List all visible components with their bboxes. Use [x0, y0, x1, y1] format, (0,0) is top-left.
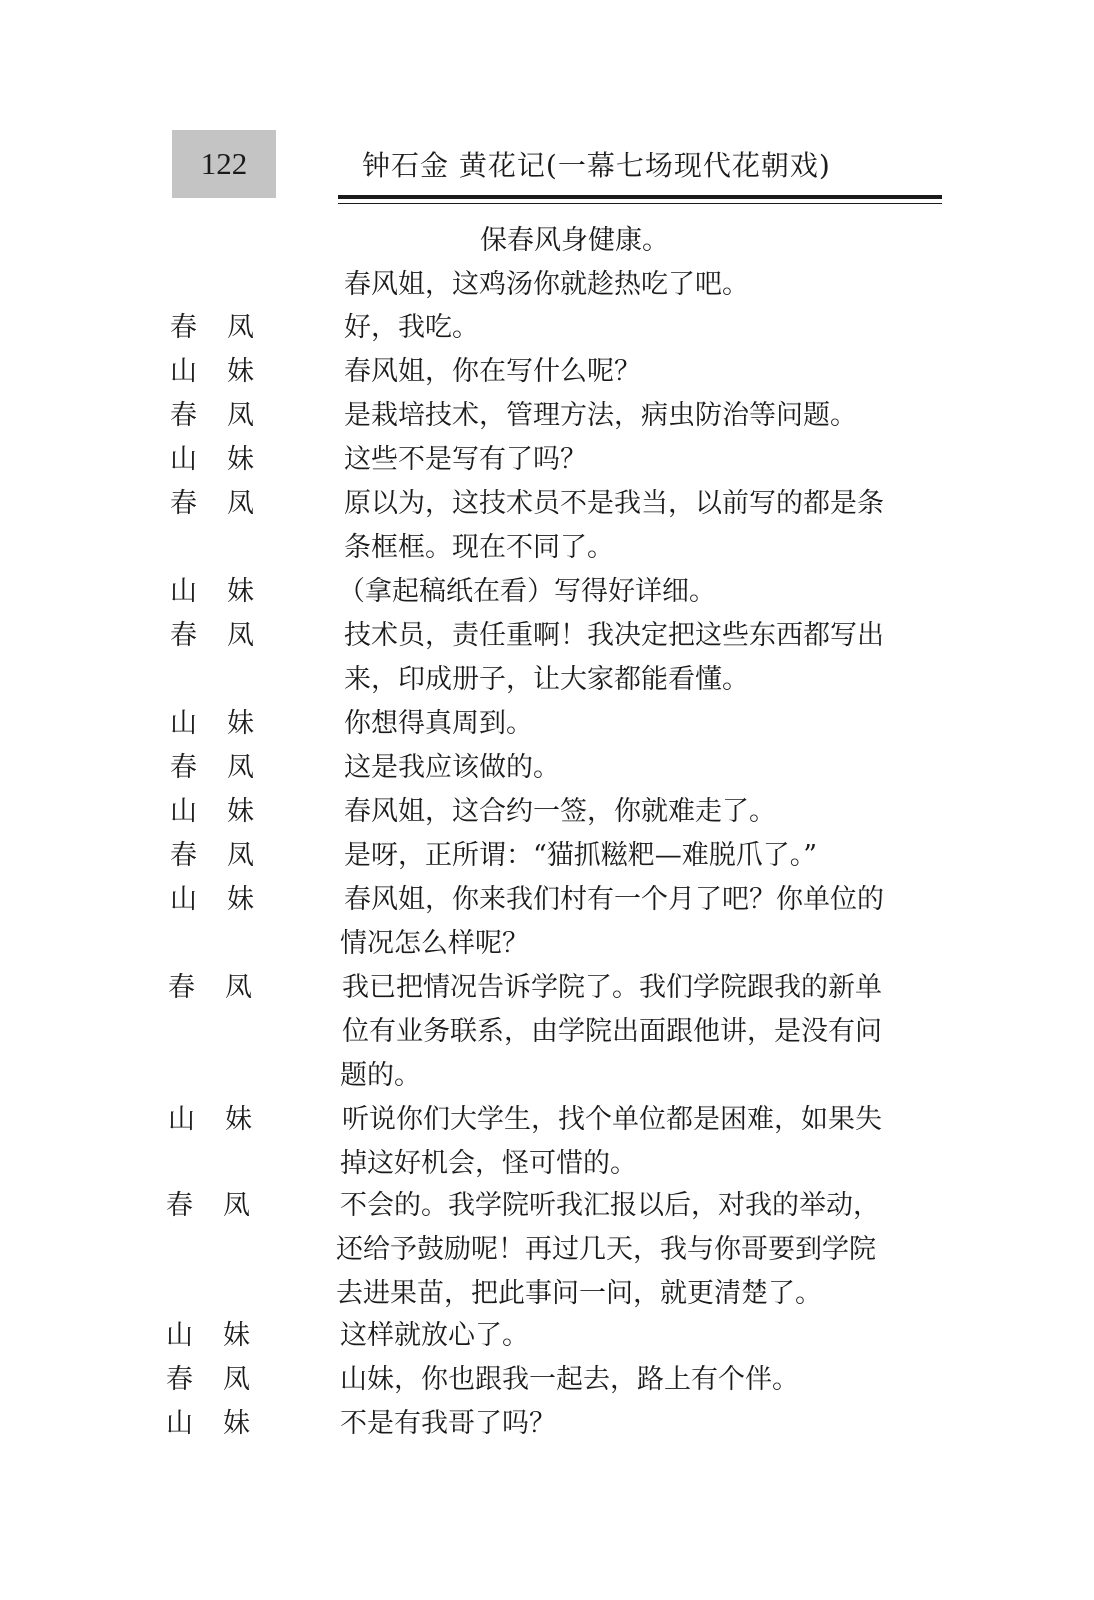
- speaker-name: 春凤: [168, 972, 282, 1003]
- dialogue-text: 原以为，这技术员不是我当，以前写的都是条: [344, 488, 884, 519]
- dialogue-text: 我已把情况告诉学院了。我们学院跟我的新单: [342, 972, 882, 1003]
- speaker-name: 山妹: [170, 708, 284, 739]
- speaker-name: 春凤: [170, 840, 284, 871]
- dialogue-text: 情况怎么样呢？: [340, 928, 529, 959]
- dialogue-text: 题的。: [340, 1060, 421, 1091]
- dialogue-text: 山妹，你也跟我一起去，路上有个伴。: [340, 1364, 799, 1395]
- dialogue-text: 不是有我哥了吗？: [340, 1408, 556, 1439]
- dialogue-text: 位有业务联系，由学院出面跟他讲，是没有问: [342, 1016, 882, 1047]
- running-title: 钟石金 黄花记(一幕七场现代花朝戏): [362, 149, 831, 182]
- speaker-name: 春凤: [170, 752, 284, 783]
- dialogue-text: 不会的。我学院听我汇报以后，对我的举动，: [340, 1190, 880, 1221]
- speaker-name: 春凤: [166, 1364, 280, 1395]
- speaker-name: 春凤: [170, 312, 284, 343]
- dialogue-text: （拿起稿纸在看）写得好详细。: [338, 576, 716, 607]
- dialogue-text: 去进果苗，把此事问一问，就更清楚了。: [336, 1278, 822, 1309]
- speaker-name: 山妹: [170, 444, 284, 475]
- dialogue-text: 这是我应该做的。: [344, 752, 560, 783]
- speaker-name: 山妹: [170, 576, 284, 607]
- dialogue-text: 保春风身健康。: [480, 225, 669, 256]
- dialogue-text: 掉这好机会，怪可惜的。: [340, 1148, 637, 1179]
- dialogue-text: 是呀，正所谓：“猫抓糍粑—难脱爪了。”: [344, 840, 818, 871]
- speaker-name: 山妹: [170, 796, 284, 827]
- speaker-name: 春凤: [170, 620, 284, 651]
- speaker-name: 山妹: [168, 1104, 282, 1135]
- dialogue-text: 是栽培技术，管理方法，病虫防治等问题。: [344, 400, 857, 431]
- dialogue-text: 春风姐，你来我们村有一个月了吧？你单位的: [344, 884, 884, 915]
- speaker-name: 山妹: [170, 884, 284, 915]
- dialogue-text: 这些不是写有了吗？: [344, 444, 587, 475]
- dialogue-text: 春风姐，你在写什么呢？: [344, 356, 641, 387]
- speaker-name: 山妹: [170, 356, 284, 387]
- dialogue-text: 技术员，责任重啊！我决定把这些东西都写出: [344, 620, 884, 651]
- header-rule-thin: [338, 203, 942, 204]
- speaker-name: 山妹: [166, 1320, 280, 1351]
- header-rule-thick: [338, 195, 942, 199]
- dialogue-text: 好，我吃。: [344, 312, 479, 343]
- dialogue-text: 你想得真周到。: [344, 708, 533, 739]
- speaker-name: 春凤: [166, 1190, 280, 1221]
- speaker-name: 山妹: [166, 1408, 280, 1439]
- speaker-name: 春凤: [170, 488, 284, 519]
- dialogue-text: 春风姐，这合约一签，你就难走了。: [344, 796, 776, 827]
- dialogue-text: 来，印成册子，让大家都能看懂。: [344, 664, 749, 695]
- dialogue-text: 春风姐，这鸡汤你就趁热吃了吧。: [344, 269, 749, 300]
- speaker-name: 春凤: [170, 400, 284, 431]
- page-number: 122: [172, 130, 276, 198]
- dialogue-text: 还给予鼓励呢！再过几天，我与你哥要到学院: [336, 1234, 876, 1265]
- dialogue-text: 听说你们大学生，找个单位都是困难，如果失: [342, 1104, 882, 1135]
- dialogue-text: 条框框。现在不同了。: [344, 532, 614, 563]
- dialogue-text: 这样就放心了。: [340, 1320, 529, 1351]
